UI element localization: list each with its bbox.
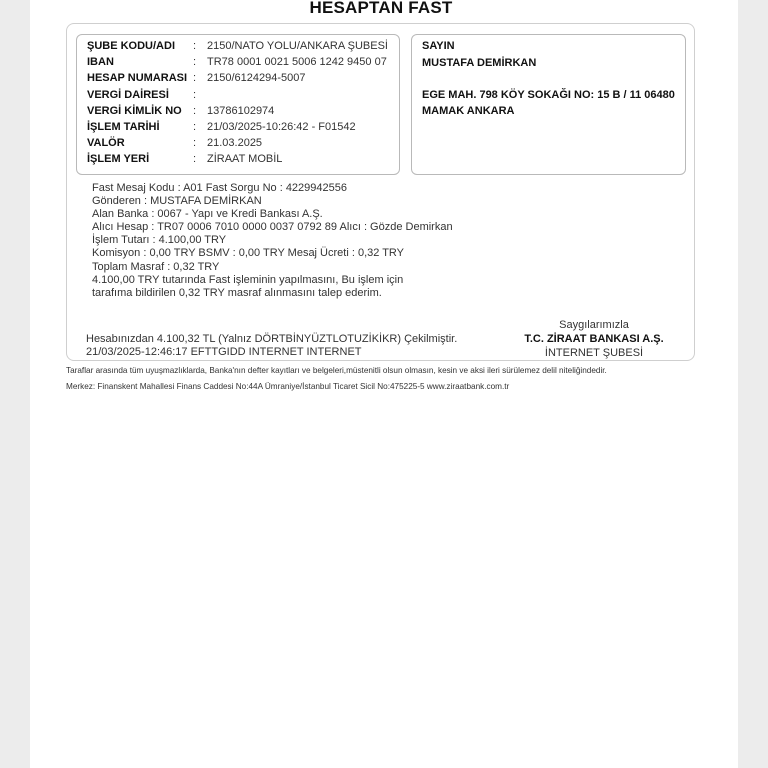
recipient-address-line2: MAMAK ANKARA [422, 105, 515, 117]
recipient-box [411, 34, 686, 175]
regards-text: Saygılarımızla [559, 319, 629, 331]
info-colon: : [193, 89, 197, 101]
info-value: 21.03.2025 [207, 137, 263, 149]
recipient-salutation: SAYIN [422, 40, 455, 52]
message-line: Alan Banka : 0067 - Yapı ve Kredi Bankası A.Ş. [92, 208, 323, 221]
account-info-box [76, 34, 400, 175]
info-label: İŞLEM YERİ [87, 153, 150, 165]
info-colon: : [193, 56, 197, 68]
branch-name: İNTERNET ŞUBESİ [544, 347, 644, 359]
message-line: Toplam Masraf : 0,32 TRY [92, 260, 220, 273]
info-label: ŞUBE KODU/ADI [87, 40, 176, 52]
info-value: 2150/NATO YOLU/ANKARA ŞUBESİ [207, 40, 388, 52]
info-label: VERGİ DAİRESİ [87, 89, 169, 101]
info-value: 13786102974 [207, 105, 275, 117]
info-value: ZİRAAT MOBİL [207, 153, 283, 165]
recipient-address-line1: EGE MAH. 798 KÖY SOKAĞI NO: 15 B / 11 06480 [422, 89, 675, 101]
bank-signature [514, 318, 674, 360]
debit-line: Hesabınızdan 4.100,32 TL (Yalnız DÖRTBİNYÜZTLOTUZİKİKR) Çekilmiştir. [86, 333, 458, 345]
debit-notice [86, 333, 457, 359]
transfer-message [92, 182, 453, 300]
info-value: 2150/6124294-5007 [207, 72, 306, 84]
message-line: Alıcı Hesap : TR07 0006 7010 0000 0037 0792 89 Alıcı : Gözde Demirkan [92, 221, 453, 234]
message-line: Fast Mesaj Kodu : A01 Fast Sorgu No : 4229942556 [92, 182, 347, 194]
legal-address: Merkez: Finanskent Mahallesi Finans Caddesi No:44A Ümraniye/İstanbul Ticaret Sicil No:475225-5 www.ziraatbank.com.tr [66, 382, 510, 391]
bank-name: T.C. ZİRAAT BANKASI A.Ş. [524, 333, 664, 345]
message-line: Komisyon : 0,00 TRY BSMV : 0,00 TRY Mesaj Ücreti : 0,32 TRY [92, 247, 405, 260]
info-colon: : [193, 137, 197, 149]
message-line: İşlem Tutarı : 4.100,00 TRY [92, 234, 227, 247]
info-label: İŞLEM TARİHİ [87, 121, 160, 133]
recipient-name: MUSTAFA DEMİRKAN [422, 57, 537, 69]
info-label: VERGİ KİMLİK NO [87, 105, 182, 117]
info-value: 21/03/2025-10:26:42 - F01542 [207, 121, 356, 133]
info-value: TR78 0001 0021 5006 1242 9450 07 [207, 56, 387, 68]
message-line: Gönderen : MUSTAFA DEMİRKAN [92, 195, 262, 208]
info-colon: : [193, 153, 197, 165]
info-colon: : [193, 72, 197, 84]
info-label: IBAN [87, 56, 114, 68]
message-line: tarafıma bildirilen 0,32 TRY masraf alınmasını talep ederim. [92, 286, 382, 299]
document-title: HESAPTAN FAST [309, 0, 453, 17]
info-label: VALÖR [87, 137, 125, 149]
timestamp-line: 21/03/2025-12:46:17 EFTTGIDD INTERNET INTERNET [86, 346, 362, 358]
legal-notice: Taraflar arasında tüm uyuşmazlıklarda, Banka'nın defter kayıtları ve belgeleri,müstenitli olsun olmasın, kesin ve aksi ileri sürülemez delil niteliğindedir. [66, 366, 607, 375]
info-colon: : [193, 105, 197, 117]
message-line: 4.100,00 TRY tutarında Fast işleminin yapılmasını, Bu işlem için [92, 273, 404, 286]
info-colon: : [193, 121, 197, 133]
info-label: HESAP NUMARASI [87, 72, 188, 84]
info-colon: : [193, 40, 197, 52]
